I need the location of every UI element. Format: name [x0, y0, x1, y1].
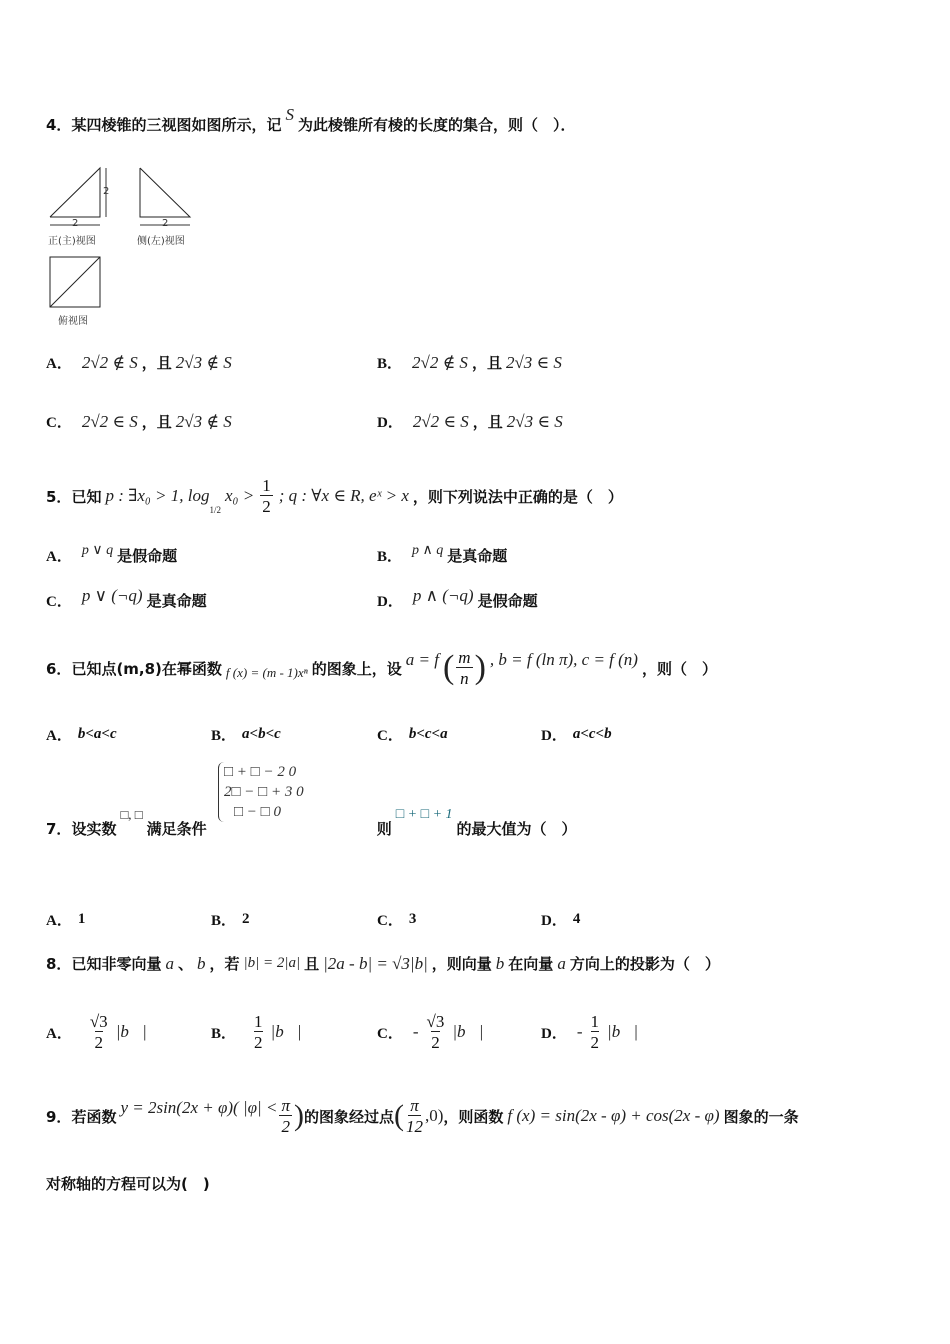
math: □, □: [120, 806, 143, 822]
option-label: C．: [377, 913, 403, 929]
question-number: 5．: [46, 487, 72, 506]
math: 2√2 ∉ S: [412, 352, 468, 372]
question-text: 的图象经过点: [303, 1107, 394, 1126]
question-number: 8．: [46, 955, 72, 973]
math: |2a - b| = √3|b|: [323, 953, 428, 973]
math: |b| = 2|a|: [243, 955, 301, 971]
question-text: ，则（ ）: [641, 659, 717, 678]
math: |b⃗|: [115, 1022, 147, 1041]
option-label: D．: [541, 1025, 567, 1042]
question-text: ，则函数: [443, 1107, 504, 1126]
option-c[interactable]: [377, 1008, 487, 1056]
math: 2√3 ∉ S: [175, 411, 232, 431]
math: b: [196, 953, 206, 973]
option-a[interactable]: [46, 352, 236, 373]
math: b: [495, 953, 505, 973]
option-label: B．: [211, 728, 237, 744]
question-text: ，若: [209, 955, 240, 973]
math: |b⃗|: [452, 1022, 484, 1041]
fraction-numerator: 1: [590, 1012, 600, 1031]
option-label: A．: [46, 728, 72, 744]
option-label: B．: [211, 913, 237, 929]
math: a: [557, 953, 566, 973]
question-text: 的最大值为（ ）: [456, 820, 577, 838]
math: f (x) = sin(2x - φ) + cos(2x - φ): [507, 1106, 720, 1125]
option-a[interactable]: [46, 909, 91, 930]
math: p ∨ (¬q): [81, 585, 143, 605]
fraction-numerator: π: [281, 1096, 290, 1115]
fraction-denominator: n: [460, 669, 469, 688]
figure-caption: 俯视图: [58, 316, 88, 327]
question-text: 某四棱锥的三视图如图所示，记: [71, 116, 282, 134]
option-label: A．: [46, 1025, 72, 1042]
option-c[interactable]: [46, 411, 236, 432]
fraction-numerator: √3: [89, 1012, 108, 1031]
fraction-denominator: 2: [590, 1033, 600, 1052]
option-b[interactable]: [211, 1008, 306, 1056]
fraction-denominator: 12: [405, 1117, 423, 1136]
question-text: 在向量: [508, 955, 554, 973]
math: 2√3 ∉ S: [175, 352, 232, 372]
question-text: 为此棱锥所有棱的长度的集合，则（ ）．: [297, 116, 576, 134]
math: 2√2 ∉ S: [81, 352, 138, 372]
option-label: C．: [377, 1025, 403, 1042]
figure-caption: 侧(左)视图: [137, 236, 185, 247]
option-label: A．: [46, 356, 72, 372]
option-a[interactable]: [46, 1008, 151, 1056]
question-text: 已知非零向量: [71, 955, 162, 973]
option-text: 4: [572, 911, 581, 927]
question-text: 、: [177, 955, 193, 973]
text: ，且: [141, 354, 172, 372]
fraction-denominator: 2: [254, 1033, 263, 1052]
option-d[interactable]: [377, 585, 538, 611]
option-c[interactable]: [377, 724, 454, 745]
math: y = 2sin(2x + φ)( |φ| <: [120, 1098, 278, 1117]
math-symbol: S: [285, 104, 294, 124]
text: 是假命题: [477, 592, 538, 610]
sign: -: [576, 1022, 583, 1041]
question-text: 已知: [71, 487, 102, 506]
option-text: b<c<a: [408, 726, 448, 742]
text: ，且: [141, 413, 172, 431]
option-label: D．: [377, 594, 403, 610]
math: 2√3 ∈ S: [506, 411, 563, 431]
math: ): [293, 1099, 304, 1132]
math: |b⃗|: [270, 1022, 302, 1041]
option-d[interactable]: [541, 724, 618, 745]
constraint: 2□ − □ + 3 0: [224, 784, 304, 800]
option-a[interactable]: [46, 724, 123, 745]
text: 是真命题: [447, 547, 508, 565]
question-text: 满足条件: [146, 820, 207, 838]
math: p ∧ (¬q): [412, 585, 474, 605]
math: x₀ >: [225, 486, 255, 505]
option-c[interactable]: [46, 585, 207, 611]
question-number: 9．: [46, 1107, 72, 1126]
option-label: B．: [377, 356, 403, 372]
question-text: 设实数: [71, 820, 117, 838]
text: ，且: [472, 413, 503, 431]
math: 2√2 ∈ S: [412, 411, 469, 431]
fraction-denominator: 2: [94, 1033, 104, 1052]
constraint-system: [218, 762, 304, 822]
text: 是假命题: [117, 547, 178, 565]
dimension-label: 2: [72, 218, 79, 229]
dimension-label: 2: [162, 218, 169, 229]
option-text: a<b<c: [242, 726, 281, 742]
fraction-numerator: m: [458, 648, 471, 667]
fraction-denominator: 2: [262, 497, 271, 516]
option-text: 3: [408, 911, 417, 927]
fraction-denominator: 2: [431, 1033, 440, 1052]
option-label: D．: [541, 728, 567, 744]
sign: -: [412, 1022, 419, 1041]
fraction-numerator: π: [410, 1096, 419, 1115]
option-b[interactable]: [377, 545, 507, 566]
math: p ∨ q: [81, 543, 114, 558]
question-9: [46, 1092, 799, 1140]
option-b[interactable]: [211, 909, 256, 930]
math: f (x) = (m - 1)xⁿ: [225, 665, 308, 680]
option-label: A．: [46, 913, 72, 929]
option-text: 2: [242, 911, 250, 927]
math: □ + □ + 1: [395, 806, 453, 822]
question-9-continued: [46, 1173, 210, 1194]
text: ，且: [471, 354, 502, 372]
constraint: □ − □ 0: [234, 804, 281, 820]
option-a[interactable]: [46, 545, 177, 566]
option-label: B．: [211, 1025, 237, 1042]
dimension-label: 2: [103, 186, 110, 197]
question-text: 图象的一条: [723, 1107, 799, 1126]
math: ,0): [424, 1106, 444, 1125]
question-text: 且: [304, 955, 320, 973]
figure-caption: 正(主)视图: [48, 236, 96, 247]
math: p ∧ q: [412, 543, 444, 558]
option-text: 1: [77, 911, 86, 927]
math: 2√3 ∈ S: [505, 352, 562, 372]
question-5: [46, 470, 623, 522]
question-text: ，则下列说法中正确的是（ ）: [412, 487, 623, 506]
option-text: b<a<c: [77, 726, 117, 742]
option-label: C．: [46, 594, 72, 610]
math-subscript: 1/2: [209, 505, 222, 515]
option-b[interactable]: [211, 724, 287, 745]
question-7: [46, 806, 577, 839]
fraction-numerator: 1: [254, 1012, 263, 1031]
option-text: a<c<b: [572, 726, 612, 742]
question-8: [46, 953, 720, 974]
math: (: [393, 1099, 404, 1132]
fraction-denominator: 2: [281, 1117, 290, 1136]
option-d[interactable]: [541, 1008, 642, 1056]
option-label: B．: [377, 549, 403, 565]
fraction-numerator: 1: [262, 476, 271, 495]
math: |b⃗|: [607, 1022, 639, 1041]
question-text: 则: [376, 820, 392, 838]
option-c[interactable]: [377, 909, 422, 930]
question-text: 的图象上，设: [311, 659, 402, 678]
option-label: C．: [377, 728, 403, 744]
question-number: 6．: [46, 659, 72, 678]
math: , b = f (ln π), c = f (n): [489, 650, 638, 669]
option-label: D．: [541, 913, 567, 929]
question-text: 对称轴的方程可以为( ): [46, 1175, 210, 1193]
option-label: D．: [377, 415, 403, 431]
option-d[interactable]: [541, 909, 586, 930]
question-number: 4．: [46, 116, 72, 134]
math: a = f: [405, 650, 439, 669]
constraint: □ + □ − 2 0: [224, 764, 297, 780]
math: p : ∃x₀ > 1, log: [105, 486, 210, 505]
question-text: ，则向量: [431, 955, 492, 973]
fraction-numerator: √3: [426, 1012, 445, 1031]
question-6: 6． 已知点(m,8)在幂函数 f (x) = (m - 1)xⁿ 的图象上，设 a = f ( $\frac{m}{n}$ ) , b = f (ln π), c = f (n) ，则（ ）: [46, 648, 717, 688]
math: ; q : ∀x ∈ R, eˣ > x: [278, 486, 409, 505]
math: 2√2 ∈ S: [81, 411, 138, 431]
option-label: C．: [46, 415, 72, 431]
option-b[interactable]: [377, 352, 566, 373]
math: a: [165, 953, 174, 973]
question-text: 方向上的投影为（ ）: [569, 955, 720, 973]
question-number: 7．: [46, 820, 72, 838]
question-text: 若函数: [71, 1107, 117, 1126]
option-label: A．: [46, 549, 72, 565]
text: 是真命题: [146, 592, 207, 610]
option-d[interactable]: [377, 411, 567, 432]
question-4: [46, 104, 576, 135]
question-text: 已知点(m,8)在幂函数: [71, 659, 222, 678]
